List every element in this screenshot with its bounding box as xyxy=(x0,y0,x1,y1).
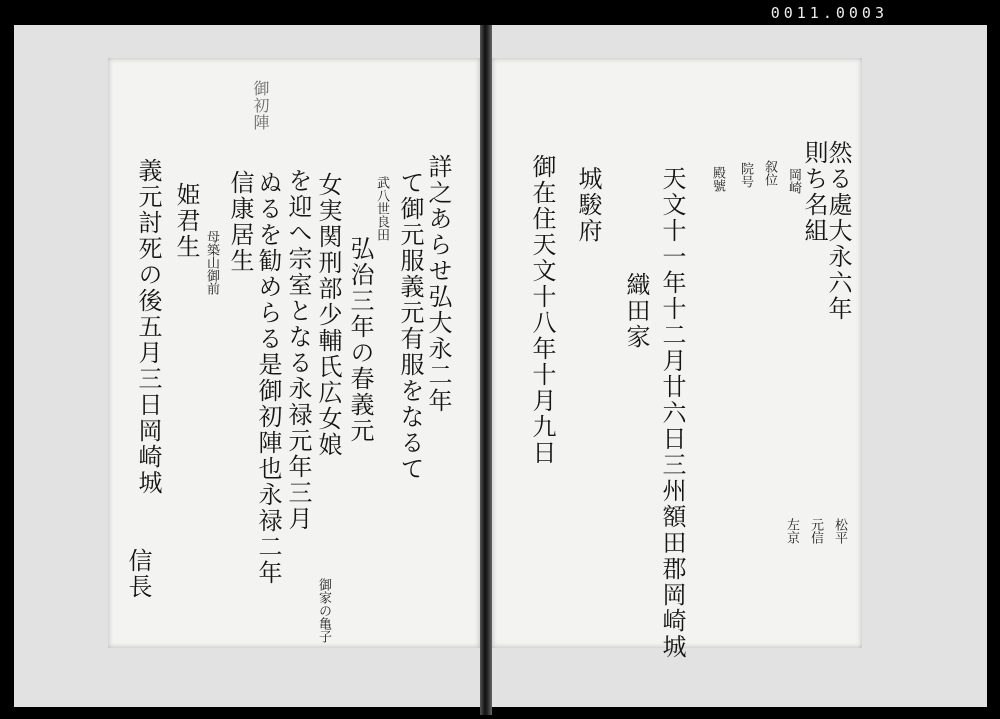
text-column: 元信 xyxy=(808,518,823,544)
text-column: 殿號 xyxy=(710,166,725,192)
text-column: 姫君生 xyxy=(172,182,200,260)
text-column: 女実関刑部少輔氏広女娘 xyxy=(314,172,342,458)
text-column: 然る處大永六年 xyxy=(824,140,852,322)
text-column: 信長 xyxy=(124,548,152,600)
book-gutter xyxy=(480,25,492,715)
text-column: 叙位 xyxy=(762,160,777,186)
text-column: 信康居生 xyxy=(226,170,254,274)
text-column: 則ち名組 xyxy=(800,140,828,244)
text-column: 織田家 xyxy=(622,272,650,350)
text-column: 城駿府 xyxy=(574,166,602,244)
text-column: 松平 xyxy=(832,518,847,544)
text-column: 御在住天文十八年十月九日 xyxy=(528,154,556,466)
text-column: 母築山御前 xyxy=(204,230,219,295)
text-column: を迎へ宗室となる永禄元年三月 xyxy=(284,168,312,532)
frame-number: 0011.0003 xyxy=(770,4,888,22)
text-column: 院号 xyxy=(738,162,753,188)
text-column: 天文十一年十二月廿六日三州額田郡岡崎城 xyxy=(658,166,686,660)
text-column: 弘治三年の春義元 xyxy=(346,236,374,444)
text-column: 御家の亀子 xyxy=(316,578,331,643)
right-page xyxy=(492,58,862,660)
text-column: ぬるを勧めらる是御初陣也永禄二年 xyxy=(254,170,282,586)
pencil-note: 御初陣 xyxy=(251,80,270,131)
text-column: 左京 xyxy=(784,518,799,544)
text-column: 岡崎 xyxy=(786,168,801,194)
text-column: て御元服義元有服をなるて xyxy=(396,170,424,482)
text-column: 詳之あらせ弘大永二年 xyxy=(424,154,452,414)
text-column: 義元討死の後五月三日岡崎城 xyxy=(134,158,162,496)
left-page xyxy=(108,58,480,648)
text-column: 武八世良田 xyxy=(374,176,389,241)
